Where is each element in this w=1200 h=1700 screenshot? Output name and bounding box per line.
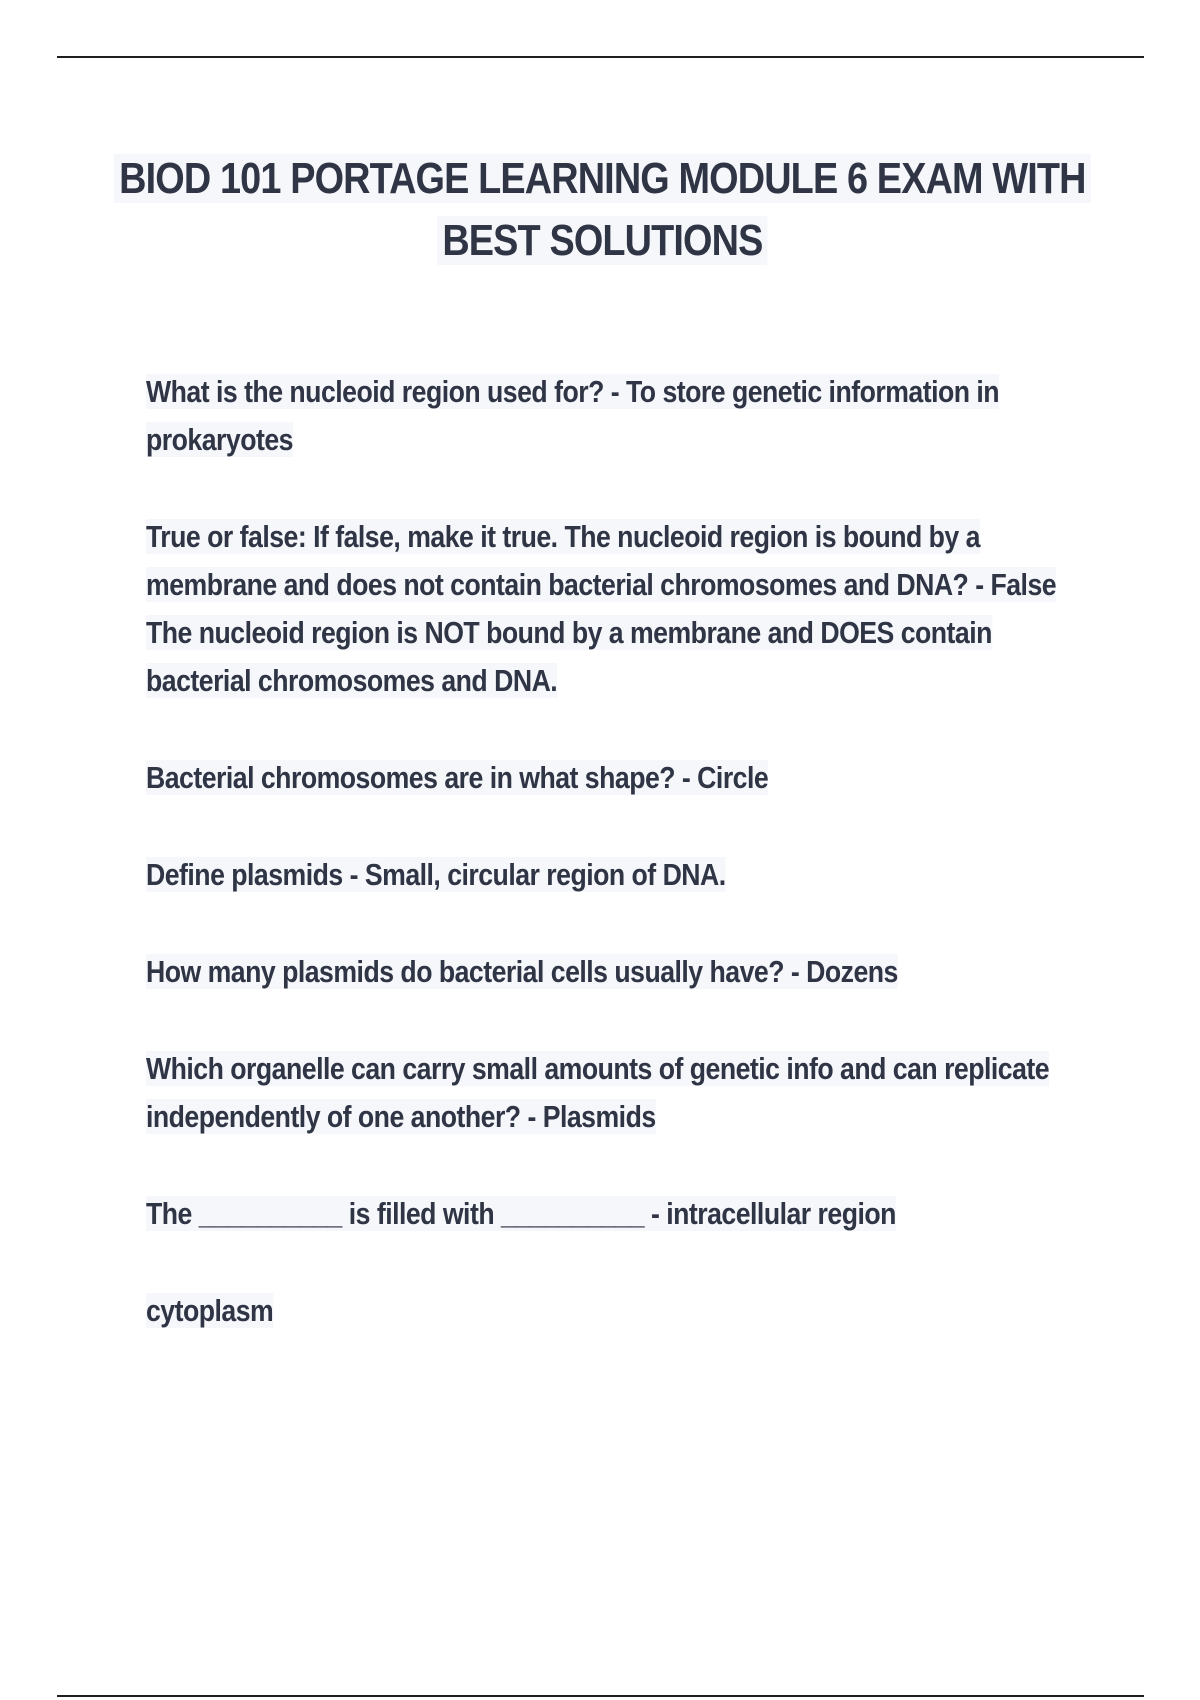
qa-item-3 xyxy=(146,754,1083,802)
qa-item-5 xyxy=(146,948,1083,996)
qa-item-text: How many plasmids do bacterial cells usually have? - Dozens xyxy=(146,954,898,989)
qa-list xyxy=(146,368,1083,1384)
document-title-text: BIOD 101 PORTAGE LEARNING MODULE 6 EXAM WITH BEST SOLUTIONS xyxy=(114,154,1091,265)
qa-item-text: Define plasmids - Small, circular region of DNA. xyxy=(146,857,726,892)
qa-item-4 xyxy=(146,851,1083,899)
bottom-divider xyxy=(57,1695,1144,1697)
qa-item-text: True or false: If false, make it true. The nucleoid region is bound by a membrane and does not contain bacterial chromosomes and DNA? - False The nucleoid region is NOT bound by a membrane and DOES contain bacterial chromosomes and DNA. xyxy=(146,519,1057,698)
qa-item-7 xyxy=(146,1190,1083,1238)
qa-item-8 xyxy=(146,1287,1083,1335)
qa-item-text: cytoplasm xyxy=(146,1293,274,1328)
qa-item-text: Which organelle can carry small amounts of genetic info and can replicate independently of one another? - Plasmids xyxy=(146,1051,1050,1134)
qa-item-text: Bacterial chromosomes are in what shape? - Circle xyxy=(146,760,769,795)
top-divider xyxy=(57,56,1144,58)
qa-item-text: What is the nucleoid region used for? - To store genetic information in prokaryotes xyxy=(146,374,1000,457)
qa-item-2 xyxy=(146,513,1083,705)
qa-item-text: The __________ is filled with __________ - intracellular region xyxy=(146,1196,896,1231)
qa-item-6 xyxy=(146,1045,1083,1141)
document-title xyxy=(86,148,1118,272)
qa-item-1 xyxy=(146,368,1083,464)
